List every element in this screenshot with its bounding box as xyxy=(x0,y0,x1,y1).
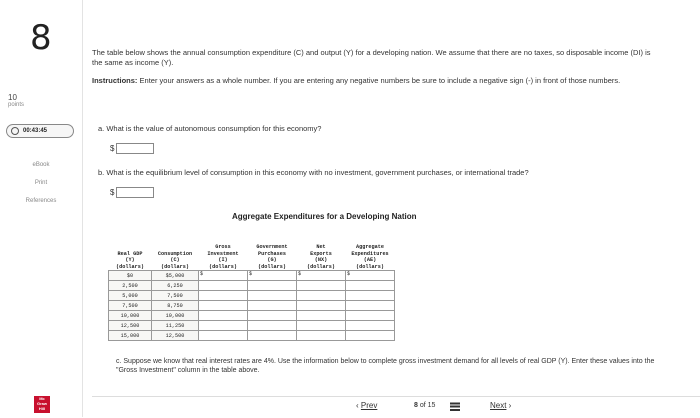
points-label: points xyxy=(8,102,25,108)
real-gdp-cell: 7,500 xyxy=(109,301,152,311)
prev-button[interactable]: ‹ Prev xyxy=(356,401,378,410)
net-exports-input-cell[interactable] xyxy=(297,311,346,321)
table-row xyxy=(109,271,395,281)
table-row xyxy=(109,311,395,321)
aggregate-expenditures-table xyxy=(108,224,395,341)
references-link[interactable]: References xyxy=(25,198,57,204)
table-title: Aggregate Expenditures for a Developing Nation xyxy=(232,212,417,221)
government-purchases-input-cell[interactable] xyxy=(248,291,297,301)
gross-investment-input-cell[interactable] xyxy=(199,311,248,321)
gross-investment-input-cell[interactable] xyxy=(199,331,248,341)
points-value: 10 xyxy=(8,93,17,102)
real-gdp-cell: 10,000 xyxy=(109,311,152,321)
question-sidebar xyxy=(0,0,83,417)
dollar-sign: $ xyxy=(298,271,302,277)
dollar-sign: $ xyxy=(110,144,115,153)
header-government-purchases: Government Purchases (G) (dollars) xyxy=(256,244,288,270)
real-gdp-cell: 2,500 xyxy=(109,281,152,291)
government-purchases-input-cell[interactable] xyxy=(248,331,297,341)
government-purchases-input-cell[interactable] xyxy=(248,281,297,291)
timer-text: 00:43:45 xyxy=(23,128,48,134)
table-row xyxy=(109,291,395,301)
net-exports-input-cell[interactable] xyxy=(297,281,346,291)
aggregate-expenditures-input-cell[interactable] xyxy=(346,331,395,341)
print-link[interactable]: Print xyxy=(34,180,48,186)
header-aggregate-expenditures: Aggregate Expenditures (AE) (dollars) xyxy=(351,244,389,270)
part-c-question: c. Suppose we know that real interest rates are 4%. Use the information below to complete gross investment demand for all levels of real GDP (Y). Enter these values into the "Gross Investment" column in the table above. xyxy=(116,358,655,374)
real-gdp-cell: 5,000 xyxy=(109,291,152,301)
timer-badge xyxy=(6,124,74,138)
next-button[interactable]: Next › xyxy=(490,401,512,410)
part-b-question: b. What is the equilibrium level of consumption in this economy with no investment, government purchases, or international trade? xyxy=(98,168,529,177)
aggregate-expenditures-input-cell[interactable] xyxy=(346,281,395,291)
real-gdp-cell: 12,500 xyxy=(109,321,152,331)
table-row xyxy=(109,331,395,341)
instructions-label: Instructions: xyxy=(92,76,138,85)
part-b-answer-row xyxy=(110,187,154,198)
aggregate-expenditures-input-cell[interactable] xyxy=(346,311,395,321)
net-exports-input-cell[interactable] xyxy=(297,331,346,341)
dollar-sign: $ xyxy=(249,271,253,277)
consumption-cell: 6,250 xyxy=(152,281,199,291)
part-b-answer-input[interactable] xyxy=(116,187,154,198)
dollar-sign: $ xyxy=(110,188,115,197)
dollar-sign: $ xyxy=(347,271,351,277)
header-gross-investment: Gross Investment (I) (dollars) xyxy=(207,244,239,270)
gross-investment-input-cell[interactable] xyxy=(199,321,248,331)
gross-investment-input-cell[interactable] xyxy=(199,301,248,311)
page-indicator: 8 of 15 xyxy=(414,402,436,409)
table-row xyxy=(109,301,395,311)
aggregate-expenditures-input-cell[interactable] xyxy=(346,271,395,281)
header-consumption: Consumption (C) (dollars) xyxy=(157,250,193,270)
aggregate-expenditures-input-cell[interactable] xyxy=(346,291,395,301)
real-gdp-cell: 15,000 xyxy=(109,331,152,341)
gross-investment-input-cell[interactable] xyxy=(199,281,248,291)
net-exports-input-cell[interactable] xyxy=(297,291,346,301)
navigation-footer xyxy=(92,396,700,418)
net-exports-input-cell[interactable] xyxy=(297,301,346,311)
instructions-text: Enter your answers as a whole number. If you are entering any negative numbers be sure to include a negative sign (-) in front of those numbers. xyxy=(139,76,621,85)
table-row xyxy=(109,321,395,331)
consumption-cell: 8,750 xyxy=(152,301,199,311)
table-row xyxy=(109,281,395,291)
gross-investment-input-cell[interactable] xyxy=(199,291,248,301)
part-a-answer-input[interactable] xyxy=(116,143,154,154)
consumption-cell: 10,000 xyxy=(152,311,199,321)
header-net-exports: Net Exports (NX) (dollars) xyxy=(306,244,336,270)
government-purchases-input-cell[interactable] xyxy=(248,301,297,311)
government-purchases-input-cell[interactable] xyxy=(248,311,297,321)
consumption-cell: 11,250 xyxy=(152,321,199,331)
consumption-cell: $5,000 xyxy=(152,271,199,281)
aggregate-expenditures-input-cell[interactable] xyxy=(346,321,395,331)
ebook-link[interactable]: eBook xyxy=(32,162,50,168)
consumption-cell: 7,500 xyxy=(152,291,199,301)
instructions xyxy=(92,76,652,86)
part-a-answer-row xyxy=(110,143,154,154)
intro-text: The table below shows the annual consumption expenditure (C) and output (Y) for a developing nation. We assume that there are no taxes, so disposable income (DI) is the same as income (Y). xyxy=(92,48,651,67)
question-number: 8 xyxy=(30,18,52,58)
consumption-cell: 12,500 xyxy=(152,331,199,341)
government-purchases-input-cell[interactable] xyxy=(248,271,297,281)
net-exports-input-cell[interactable] xyxy=(297,321,346,331)
part-a-question: a. What is the value of autonomous consumption for this economy? xyxy=(98,124,322,133)
real-gdp-cell: $0 xyxy=(109,271,152,281)
header-real-gdp: Real GDP (Y) (dollars) xyxy=(115,250,145,270)
dollar-sign: $ xyxy=(200,271,204,277)
clock-icon xyxy=(11,127,19,135)
net-exports-input-cell[interactable] xyxy=(297,271,346,281)
question-grid-icon[interactable] xyxy=(450,401,460,411)
gross-investment-input-cell[interactable] xyxy=(199,271,248,281)
publisher-logo: Mc Graw Hill xyxy=(34,396,50,413)
aggregate-expenditures-input-cell[interactable] xyxy=(346,301,395,311)
government-purchases-input-cell[interactable] xyxy=(248,321,297,331)
